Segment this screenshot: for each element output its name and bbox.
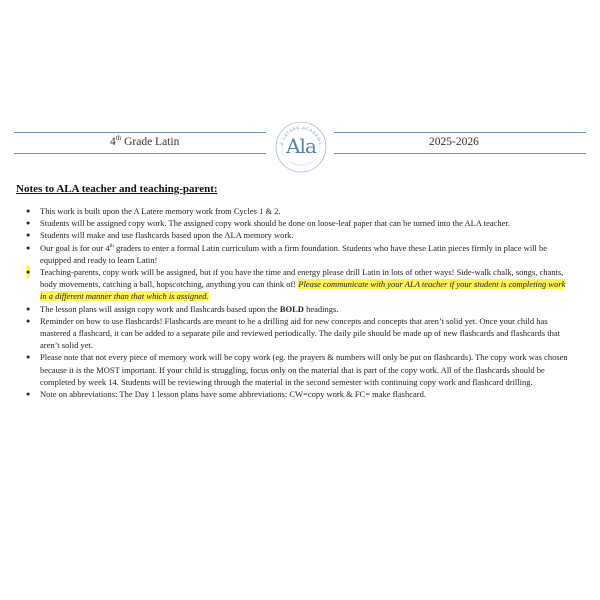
bullet-icon: ●	[26, 266, 30, 278]
notes-title: Notes to ALA teacher and teaching-parent:	[16, 183, 218, 195]
list-item: ● Our goal is for our 4th graders to enter a formal Latin curriculum with a firm foundation. Students who have these Latin pieces firmly in place will be equipped and ready to learn Latin!	[26, 242, 548, 265]
bullet-icon: ●	[26, 207, 31, 215]
logo-text: Ala	[286, 134, 316, 158]
notes-list	[16, 205, 572, 400]
bullet-icon: ●	[26, 243, 31, 252]
bullet-icon: ●	[26, 316, 31, 325]
course-title: 4th Grade Latin	[110, 134, 180, 148]
list-item: ● Students will make and use flashcards based upon the ALA memory work.	[26, 230, 294, 241]
school-year: 2025-2026	[429, 136, 479, 148]
list-item: ● Reminder on how to use flashcards! Flashcards are meant to be a drilling aid for new concepts and concepts that aren’t solid yet. Once your child has mastered a flashcard, it can be added to a separate pile and reviewed periodically. The daily pile should be made up of new flashcards and flashcards that aren’t solid yet.	[26, 315, 560, 351]
list-item: ● Teaching-parents, copy work will be assigned, but if you have the time and energy please drill Latin in lots of other ways! Side-walk chalk, songs, chants, body movements, catching a ball, hopscotching, anything you can think of! Please communicate with your ALA teacher if your student is completing work in a different manner than that which is assigned.	[26, 267, 566, 302]
bullet-icon: ●	[26, 231, 31, 240]
bullet-icon: ●	[26, 390, 31, 399]
bullet-icon: ●	[26, 304, 31, 313]
header-rule	[14, 132, 266, 133]
bullet-icon: ●	[26, 353, 31, 362]
header-rule	[14, 153, 266, 154]
school-logo	[274, 120, 328, 174]
list-item: ● This work is built upon the A Latere memory work from Cycles 1 & 2.	[26, 206, 281, 216]
header-rule	[334, 153, 586, 154]
page-header	[14, 122, 586, 168]
logo-ring-text: A LATERE ACADEMY	[279, 124, 323, 146]
list-item: ● Please note that not every piece of memory work will be copy work (eg. the prayers & numbers will only be put on flashcards). The copy work was chosen because it is the MOST important. If your child is struggling, focus only on the material that is part of the copy work. All of the flashcards should be completed by week 14. Students will be reviewing through the material in the second semester with continuing copy work and flashcard drilling.	[26, 352, 568, 387]
highlighted-note: Please communicate with your ALA teacher if your student is completing work in a different manner than that which is assigned.	[40, 279, 566, 302]
bullet-icon: ●	[26, 219, 31, 228]
list-item: ● Note on abbreviations: The Day 1 lesson plans have some abbreviations: CW=copy work & FC= make flashcard.	[26, 389, 426, 400]
list-item: ● Students will be assigned copy work. The assigned copy work should be done on loose-leaf paper that can be turned into the ALA teacher.	[26, 218, 510, 229]
list-item: ● The lesson plans will assign copy work and flashcards based upon the BOLD headings.	[26, 303, 339, 314]
header-rule	[334, 132, 586, 133]
